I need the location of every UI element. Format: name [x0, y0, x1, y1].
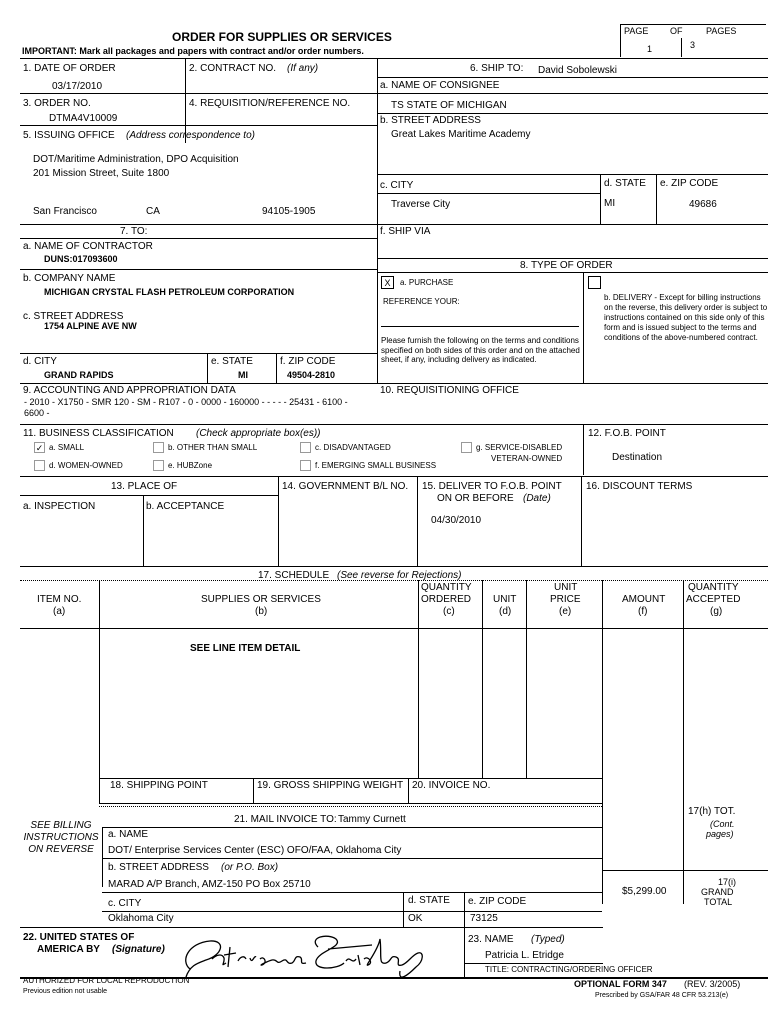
col-quantity2: ORDERED	[421, 594, 472, 605]
authorized-reproduction: AUTHORIZED FOR LOCAL REPRODUCTION	[23, 976, 190, 985]
col-accepted2: ACCEPTED	[686, 594, 741, 605]
acceptance-label: b. ACCEPTANCE	[146, 501, 225, 512]
billing-state: OK	[408, 913, 423, 924]
billing-city-label: c. CITY	[108, 898, 142, 909]
ship-to-attn: David Sobolewski	[538, 65, 617, 76]
accounting-line1: - 2010 - X1750 - SMR 120 - SM - R107 - 0 - 0000 - 160000 - - - - - 25431 - 6100 -	[24, 397, 348, 407]
name-label: 23. NAME	[468, 934, 514, 945]
col-quantity1: QUANTITY	[421, 582, 472, 593]
delivery-text: b. DELIVERY - Except for billing instructions on the reverse, this delivery order is subject to instructions contained on this side only of this form and is issued subject to the terms and conditions of the above-numbered contract.	[604, 293, 768, 342]
see-line-item-detail: SEE LINE ITEM DETAIL	[190, 643, 301, 654]
deliver-date: 04/30/2010	[431, 515, 482, 526]
signer-title: TITLE: CONTRACTING/ORDERING OFFICER	[485, 965, 653, 974]
billing-zip-label: e. ZIP CODE	[468, 896, 527, 907]
delivery-checkbox[interactable]	[588, 276, 601, 289]
col-unit-price2: PRICE	[550, 594, 581, 605]
prescribed-by: Prescribed by GSA/FAR 48 CFR 53.213(e)	[595, 992, 729, 999]
furnish-text: Please furnish the following on the terms and conditions specified on both sides of this order and on the attached sheet, if any, including delivery as indicated.	[381, 336, 580, 364]
usa-label2: AMERICA BY	[37, 944, 100, 955]
usa-label1: 22. UNITED STATES OF	[23, 932, 135, 943]
small-label: a. SMALL	[49, 443, 85, 452]
ship-to-label: 6. SHIP TO:	[470, 63, 524, 74]
col-item-no: ITEM NO.	[37, 594, 82, 605]
col-unit-price-letter: (e)	[559, 606, 572, 617]
ship-city-label: c. CITY	[380, 180, 414, 191]
grand-total-label3: TOTAL	[704, 897, 733, 907]
issuing-zip: 94105-1905	[262, 206, 316, 217]
contractor-duns: DUNS:017093600	[44, 254, 118, 264]
sdvo-checkbox[interactable]	[461, 442, 472, 453]
page-total: 3	[690, 40, 696, 50]
grand-total-amount: $5,299.00	[622, 886, 667, 897]
page-number: 1	[647, 44, 653, 54]
schedule-label: 17. SCHEDULE	[258, 570, 330, 581]
place-of-label: 13. PLACE OF	[111, 481, 178, 492]
issuing-line2: 201 Mission Street, Suite 1800	[33, 168, 170, 179]
gov-bl-label: 14. GOVERNMENT B/L NO.	[282, 481, 409, 492]
hubzone-label: e. HUBZone	[168, 461, 213, 470]
accounting-label: 9. ACCOUNTING AND APPROPRIATION DATA	[23, 385, 236, 396]
requisitioning-office-label: 10. REQUISITIONING OFFICE	[380, 385, 519, 396]
consignee-label: a. NAME OF CONSIGNEE	[380, 80, 500, 91]
issuing-office-label: 5. ISSUING OFFICE	[23, 130, 115, 141]
billing-name-label: a. NAME	[108, 829, 149, 840]
ship-state: MI	[604, 198, 616, 209]
grand-total-label1: 17(i)	[718, 877, 737, 887]
shipping-point-label: 18. SHIPPING POINT	[110, 780, 208, 791]
of-label: OF	[670, 26, 683, 36]
col-quantity-letter: (c)	[443, 606, 455, 617]
ship-street: Great Lakes Maritime Academy	[391, 129, 531, 140]
pages-label: PAGES	[706, 26, 737, 36]
discount-terms-label: 16. DISCOUNT TERMS	[586, 481, 693, 492]
ship-zip-label: e. ZIP CODE	[660, 178, 719, 189]
schedule-note: (See reverse for Rejections)	[337, 570, 462, 581]
signature-label: (Signature)	[112, 944, 165, 955]
to-label: 7. TO:	[120, 226, 148, 237]
contractor-state: MI	[238, 370, 248, 380]
contractor-street: 1754 ALPINE AVE NW	[44, 321, 137, 331]
requisition-label: 4. REQUISITION/REFERENCE NO.	[189, 98, 351, 109]
col-unit: UNIT	[493, 594, 517, 605]
contractor-street-label: c. STREET ADDRESS	[23, 311, 124, 322]
signature-image	[168, 925, 443, 985]
contractor-name-label: a. NAME OF CONTRACTOR	[23, 241, 153, 252]
deliver-label2: ON OR BEFORE	[437, 493, 514, 504]
issuing-city: San Francisco	[33, 206, 97, 217]
purchase-checkbox[interactable]: X	[381, 276, 394, 289]
women-owned-checkbox[interactable]	[34, 460, 45, 471]
order-no: DTMA4V10009	[49, 113, 118, 124]
consignee: TS STATE OF MICHIGAN	[391, 100, 507, 111]
col-unit-letter: (d)	[499, 606, 512, 617]
form-revision: (REV. 3/2005)	[684, 979, 741, 989]
accounting-line2: 6600 -	[24, 408, 50, 418]
ship-via-label: f. SHIP VIA	[380, 226, 431, 237]
reference-your-label: REFERENCE YOUR:	[383, 297, 460, 306]
contractor-zip-label: f. ZIP CODE	[280, 356, 336, 367]
date-of-order: 03/17/2010	[52, 81, 103, 92]
business-classification-label: 11. BUSINESS CLASSIFICATION	[23, 428, 174, 439]
col-unit-price1: UNIT	[554, 582, 578, 593]
business-classification-note: (Check appropriate box(es))	[196, 428, 321, 439]
order-no-label: 3. ORDER NO.	[23, 98, 91, 109]
disadvantaged-label: c. DISADVANTAGED	[315, 443, 391, 452]
grand-total-label2: GRAND	[701, 887, 734, 897]
deliver-label1: 15. DELIVER TO F.O.B. POINT	[422, 481, 562, 492]
emerging-small-business-label: f. EMERGING SMALL BUSINESS	[315, 461, 437, 470]
see-billing-instructions: SEE BILLING INSTRUCTIONS ON REVERSE	[23, 820, 99, 855]
billing-street-label: b. STREET ADDRESS	[108, 862, 209, 873]
page-label: PAGE	[624, 26, 649, 36]
contractor-zip: 49504-2810	[287, 370, 336, 380]
ship-zip: 49686	[689, 199, 717, 210]
mail-invoice-to: Tammy Curnett	[338, 814, 406, 825]
small-checkbox[interactable]: ✓	[35, 443, 44, 453]
issuing-line1: DOT/Maritime Administration, DPO Acquisition	[33, 154, 239, 165]
form-title: ORDER FOR SUPPLIES OR SERVICES	[172, 30, 392, 44]
women-owned-label: d. WOMEN-OWNED	[49, 461, 123, 470]
col-supplies: SUPPLIES OR SERVICES	[201, 594, 321, 605]
col-supplies-letter: (b)	[255, 606, 268, 617]
billing-street: MARAD A/P Branch, AMZ-150 PO Box 25710	[108, 879, 311, 890]
issuing-state: CA	[146, 206, 160, 217]
fob-point: Destination	[612, 452, 663, 463]
signer-name: Patricia L. Etridge	[485, 950, 564, 961]
contractor-state-label: e. STATE	[211, 356, 253, 367]
col-accepted1: QUANTITY	[688, 582, 739, 593]
form-number: OPTIONAL FORM 347	[574, 979, 667, 989]
disadvantaged-checkbox[interactable]	[300, 442, 311, 453]
type-of-order-label: 8. TYPE OF ORDER	[520, 260, 613, 271]
billing-city: Oklahoma City	[108, 913, 174, 924]
emerging-small-business-checkbox[interactable]	[300, 460, 311, 471]
contractor-city-label: d. CITY	[23, 356, 57, 367]
total-note1: (Cont.	[710, 819, 735, 829]
other-than-small-label: b. OTHER THAN SMALL	[168, 443, 258, 452]
company-label: b. COMPANY NAME	[23, 273, 116, 284]
col-item-no-letter: (a)	[53, 606, 66, 617]
col-amount: AMOUNT	[622, 594, 666, 605]
total-label: 17(h) TOT.	[688, 806, 736, 817]
fob-point-label: 12. F.O.B. POINT	[588, 428, 666, 439]
name-typed-label: (Typed)	[531, 934, 565, 945]
col-amount-letter: (f)	[638, 606, 648, 617]
deliver-date-word: (Date)	[523, 493, 551, 504]
billing-street-note: (or P.O. Box)	[221, 862, 279, 873]
col-accepted-letter: (g)	[710, 606, 723, 617]
billing-state-label: d. STATE	[408, 895, 450, 906]
contractor-city: GRAND RAPIDS	[44, 370, 114, 380]
mail-invoice-label: 21. MAIL INVOICE TO:	[234, 814, 337, 825]
contract-ifany: (If any)	[287, 63, 319, 74]
company-name: MICHIGAN CRYSTAL FLASH PETROLEUM CORPORATION	[44, 287, 295, 297]
important-note: IMPORTANT: Mark all packages and papers with contract and/or order numbers.	[22, 46, 364, 56]
purchase-label: a. PURCHASE	[400, 278, 454, 287]
contract-no-label: 2. CONTRACT NO.	[189, 63, 277, 74]
previous-edition: Previous edition not usable	[23, 988, 108, 995]
date-of-order-label: 1. DATE OF ORDER	[23, 63, 116, 74]
other-than-small-checkbox[interactable]	[153, 442, 164, 453]
ship-street-label: b. STREET ADDRESS	[380, 115, 481, 126]
sdvo-label2: VETERAN-OWNED	[491, 454, 563, 463]
inspection-label: a. INSPECTION	[23, 501, 96, 512]
total-note2: pages)	[706, 829, 734, 839]
hubzone-checkbox[interactable]	[153, 460, 164, 471]
billing-name: DOT/ Enterprise Services Center (ESC) OFO/FAA, Oklahoma City	[108, 845, 402, 856]
sdvo-label1: g. SERVICE-DISABLED	[476, 443, 563, 452]
billing-zip: 73125	[470, 913, 498, 924]
ship-city: Traverse City	[391, 199, 451, 210]
invoice-no-label: 20. INVOICE NO.	[412, 780, 491, 791]
gross-weight-label: 19. GROSS SHIPPING WEIGHT	[257, 780, 404, 791]
issuing-office-note: (Address correspondence to)	[126, 130, 255, 141]
ship-state-label: d. STATE	[604, 178, 646, 189]
